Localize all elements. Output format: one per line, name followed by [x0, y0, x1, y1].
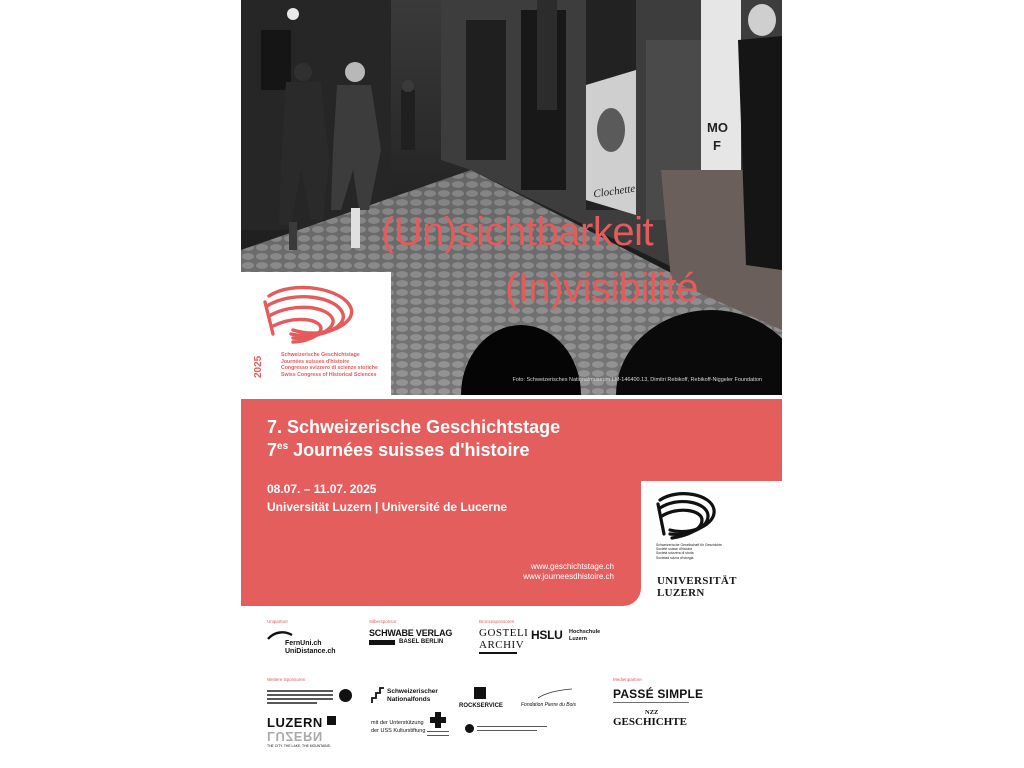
- pierre-du-bois-name: Fondation Pierre du Bois: [521, 702, 577, 708]
- schwabe-bar: [369, 640, 395, 645]
- label-medienpartner: Medienpartner: [613, 677, 643, 682]
- sgg-line: Società svizzera di storia: [656, 551, 694, 556]
- swirl-logo-icon: [263, 282, 359, 348]
- rockservice-icon: [474, 687, 486, 699]
- website-link-de[interactable]: www.geschichtstage.ch: [530, 562, 614, 571]
- nationalfonds-line-1: Schweizerischer: [387, 688, 438, 695]
- sgg-text: [656, 543, 722, 560]
- congress-logo-block: [241, 272, 391, 395]
- gosteli-archiv: ARCHIV: [479, 639, 525, 651]
- sgg-swirl-icon: [656, 490, 718, 542]
- label-weitere-sponsoren: Weitere Sponsoren: [267, 677, 306, 682]
- event-venue: Universität Luzern | Université de Lucerne: [267, 500, 508, 514]
- foundation-text-line: [477, 730, 537, 731]
- poster-word: Clochette: [592, 182, 637, 201]
- luzern-tagline: THE CITY. THE LAKE. THE MOUNTAINS.: [267, 744, 331, 748]
- label-silbersponsor: Silbersponsor: [369, 619, 397, 624]
- university-logo: [657, 575, 737, 599]
- schwabe-verlag-name: SCHWABE VERLAG: [369, 628, 453, 638]
- label-bronzesponsoren: Bronzesponsoren: [479, 619, 515, 624]
- pierre-du-bois-line-icon: [537, 688, 573, 700]
- logo-line: Swiss Congress of Historical Sciences: [281, 371, 377, 378]
- round-logo-icon: [339, 689, 352, 702]
- circle-logo-icon: [465, 724, 474, 733]
- foundation-text-line: [267, 690, 333, 692]
- logo-line: Journées suisses d'histoire: [281, 358, 350, 365]
- luzern-name: LUZERN: [267, 715, 323, 730]
- hslu-sub-2: Luzern: [569, 636, 588, 642]
- foundation-text-line: [267, 698, 333, 700]
- uni-line-1: UNIVERSITÄT: [657, 575, 737, 587]
- event-dates: 08.07. – 11.07. 2025: [267, 482, 377, 496]
- headline-line-2: (In)visibilité: [505, 266, 699, 310]
- logo-text: [281, 352, 378, 378]
- website-link-fr[interactable]: www.journeesdhistoire.ch: [523, 572, 614, 581]
- label-unipartner: Unipartner: [267, 619, 289, 624]
- red-banner-bottom: [241, 480, 641, 606]
- hslu-sub-1: Hochschule: [569, 629, 601, 635]
- foundation-cross-icon: [430, 712, 446, 728]
- sgg-line: Société suisse d'histoire: [656, 547, 693, 552]
- photo-credit: Foto: Schweizerisches Nationalmuseum LM-146400.13, Dimitri Rebikoff, Rebikoff-Niggeler Foundation: [512, 377, 762, 383]
- uni-line-2: LUZERN: [657, 587, 705, 599]
- luzern-reflection: LUZERN: [267, 729, 323, 744]
- headline-line-1: (Un)sichtbarkeit: [381, 210, 654, 254]
- hslu-name: HSLU: [531, 628, 563, 642]
- nationalfonds-line-2: Nationalfonds: [387, 696, 431, 703]
- sgg-line: Societad svizra d'istorgia: [656, 555, 694, 560]
- passe-simple-name: PASSÉ SIMPLE: [613, 687, 704, 701]
- event-poster: [241, 0, 782, 768]
- uss-line-2: der USS Kulturstiftung: [371, 728, 426, 734]
- sign-word2: F: [713, 138, 721, 153]
- gosteli-underline: [479, 652, 517, 654]
- title-fr-superscript: es: [277, 441, 289, 452]
- rockservice-name: ROCKSERVICE: [459, 703, 503, 709]
- nationalfonds-steps-icon: [371, 686, 385, 704]
- event-title-de: 7. Schweizerische Geschichtstage: [267, 417, 561, 437]
- cross-caption-line: [427, 731, 449, 732]
- title-fr-number: 7: [267, 440, 278, 460]
- title-fr-rest: Journées suisses d'histoire: [288, 440, 530, 460]
- foundation-text-line: [477, 726, 547, 727]
- sign-word1: MO: [707, 120, 728, 135]
- nzz-geschichte-name: GESCHICHTE: [613, 716, 687, 728]
- logo-line: Schweizerische Geschichtstage: [281, 352, 360, 358]
- fernuni-name: FernUni.ch: [285, 640, 322, 647]
- logo-year: 2025: [253, 355, 264, 378]
- gosteli-name: GOSTELI: [479, 627, 529, 639]
- unidistance-name: UniDistance.ch: [285, 648, 336, 655]
- foundation-text-line: [267, 702, 317, 704]
- sgg-line: Schweizerische Gesellschaft für Geschichte: [656, 543, 722, 547]
- luzern-square-icon: [327, 716, 336, 725]
- uss-line-1: mit der Unterstützung: [371, 720, 424, 726]
- nzz-name: NZZ: [645, 709, 659, 716]
- event-title-fr: [267, 440, 530, 461]
- foundation-text-line: [267, 694, 333, 696]
- passe-simple-tagline-line: [613, 702, 689, 703]
- schwabe-city: BASEL BERLIN: [399, 639, 444, 645]
- cross-caption-line: [427, 735, 449, 736]
- logo-line: Congresso svizzero di scienze storiche: [281, 365, 378, 372]
